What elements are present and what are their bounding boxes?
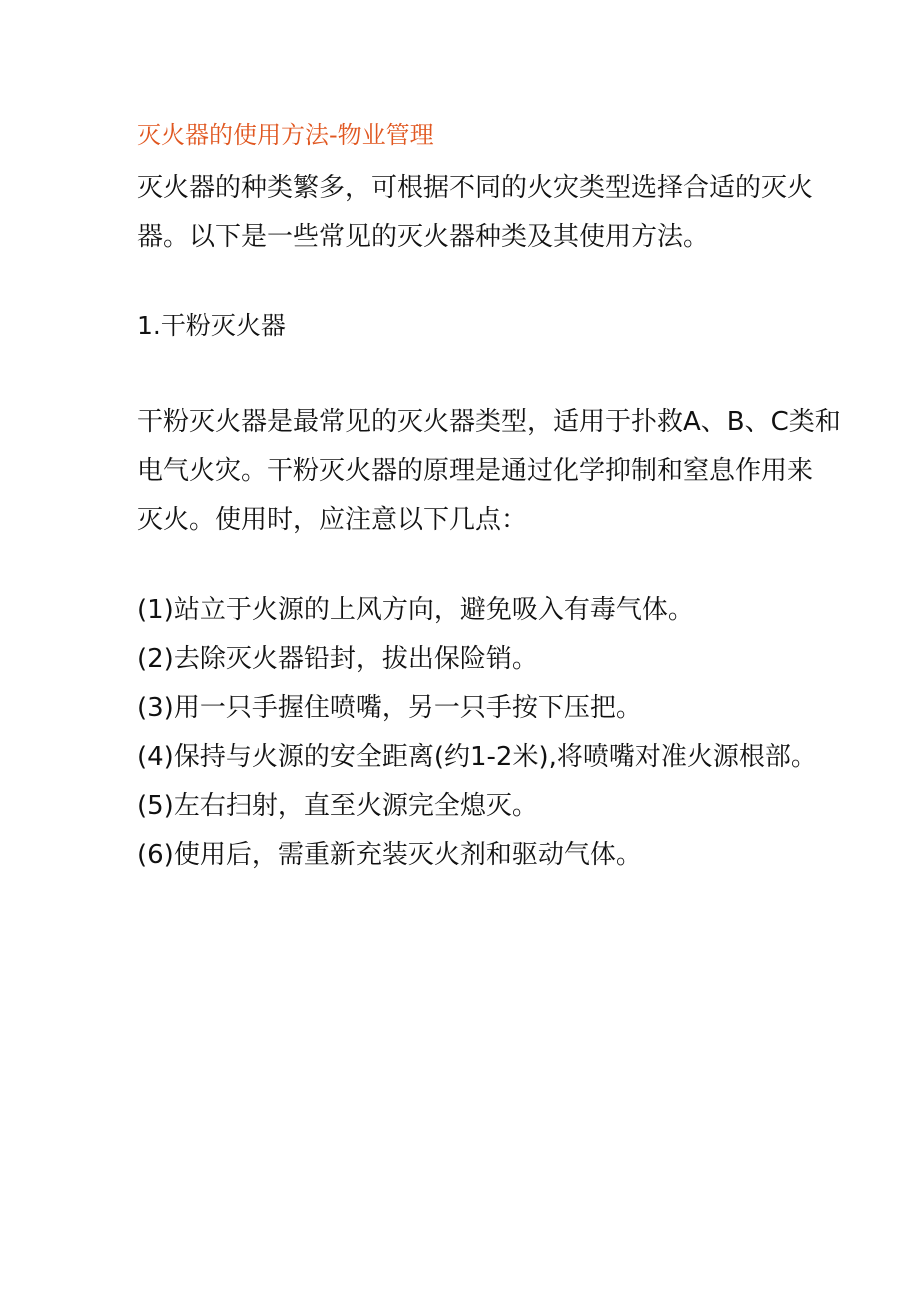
usage-step: (4)保持与火源的安全距离(约1-2米),将喷嘴对准火源根部。	[137, 742, 817, 772]
usage-step: (6)使用后，需重新充装灭火剂和驱动气体。	[137, 840, 642, 870]
section-heading: 1.干粉灭火器	[137, 311, 286, 340]
usage-steps-list	[137, 586, 817, 880]
document-title: 灭火器的使用方法-物业管理	[137, 121, 434, 149]
description-line: 灭火。使用时，应注意以下几点：	[137, 505, 528, 535]
description-line: 干粉灭火器是最常见的灭火器类型，适用于扑救A、B、C类和	[137, 407, 841, 437]
usage-step: (3)用一只手握住喷嘴，另一只手按下压把。	[137, 693, 642, 723]
description-line: 电气火灾。干粉灭火器的原理是通过化学抑制和窒息作用来	[137, 456, 814, 486]
usage-step: (5)左右扫射，直至火源完全熄灭。	[137, 791, 538, 821]
intro-paragraph	[137, 164, 814, 262]
intro-line: 灭火器的种类繁多，可根据不同的火灾类型选择合适的灭火	[137, 173, 814, 203]
usage-step: (1)站立于火源的上风方向，避免吸入有毒气体。	[137, 595, 694, 625]
usage-step: (2)去除灭火器铅封，拔出保险销。	[137, 644, 538, 674]
intro-line: 器。以下是一些常见的灭火器种类及其使用方法。	[137, 222, 710, 252]
section-description	[137, 398, 841, 545]
